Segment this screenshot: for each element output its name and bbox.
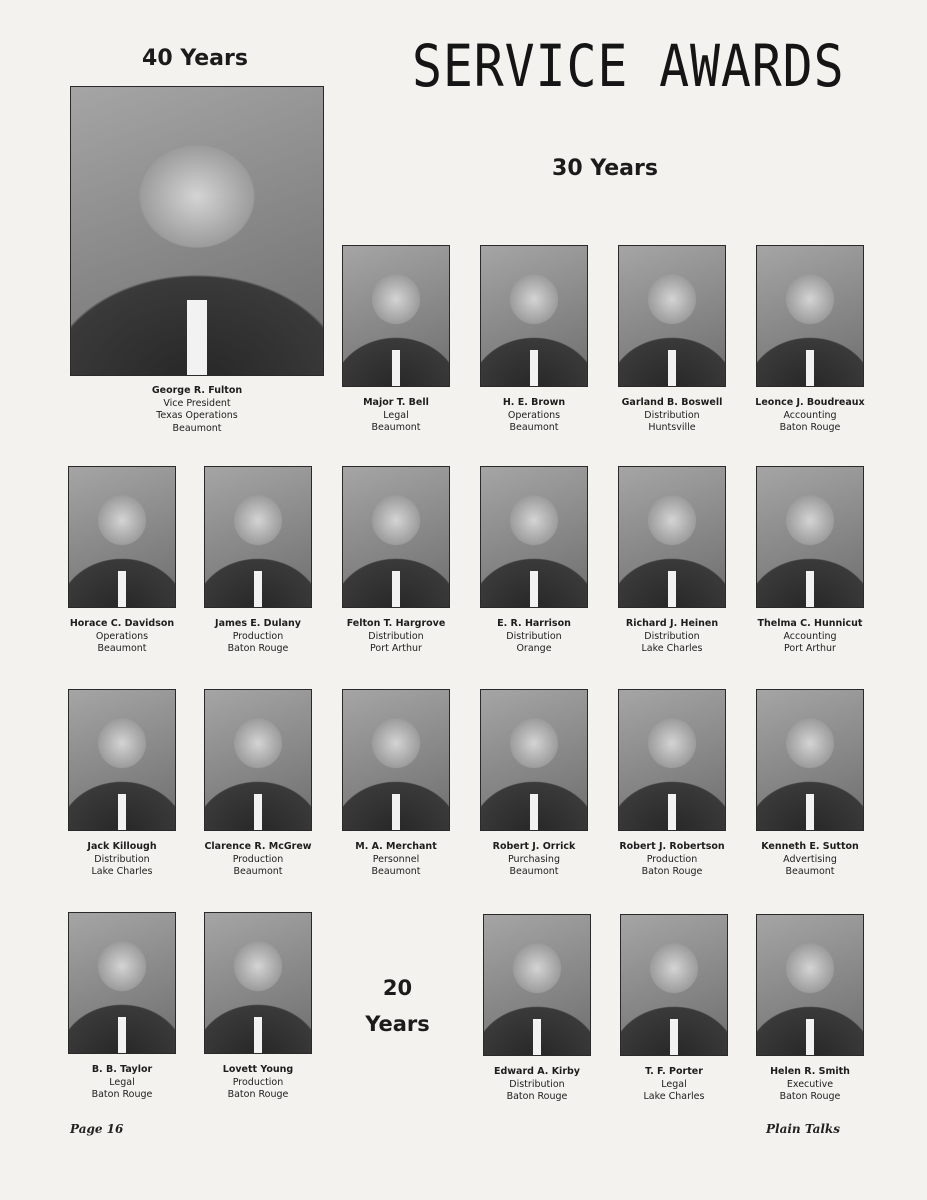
employee-location: Beaumont	[97, 643, 147, 654]
section-heading-20-word: Years	[365, 1012, 430, 1036]
employee-name: Edward A. Kirby	[493, 1066, 580, 1077]
employee-department: Operations	[95, 630, 149, 642]
employee-location: Beaumont	[785, 866, 835, 877]
employee-department: Production	[232, 630, 284, 642]
portrait-photo	[756, 466, 864, 608]
employee-location: Baton Rouge	[227, 1089, 289, 1100]
portrait-photo	[68, 466, 176, 608]
award-caption	[462, 397, 606, 435]
award-caption	[50, 841, 194, 879]
employee-name: Robert J. Robertson	[619, 841, 725, 852]
employee-location: Orange	[516, 643, 552, 654]
award-caption	[600, 841, 744, 879]
employee-department: Distribution	[509, 1078, 565, 1090]
publication-name: Plain Talks	[766, 1122, 841, 1136]
award-caption	[738, 397, 882, 435]
employee-name: Felton T. Hargrove	[346, 618, 446, 629]
portrait-photo	[342, 689, 450, 831]
award-caption	[602, 1066, 746, 1104]
portrait-photo	[204, 689, 312, 831]
award-caption	[324, 618, 468, 656]
employee-location: Baton Rouge	[779, 422, 841, 433]
employee-name: Garland B. Boswell	[621, 397, 723, 408]
employee-location: Beaumont	[172, 422, 222, 434]
award-caption	[50, 618, 194, 656]
employee-department: Distribution	[368, 630, 424, 642]
employee-department: Distribution	[94, 853, 150, 865]
employee-name: James E. Dulany	[215, 618, 301, 629]
employee-name: E. R. Harrison	[497, 618, 571, 629]
employee-location: Lake Charles	[643, 1091, 705, 1102]
award-caption	[600, 397, 744, 435]
award-caption	[70, 385, 324, 435]
page-title: SERVICE AWARDS	[412, 32, 845, 100]
employee-location: Baton Rouge	[641, 866, 703, 877]
section-heading-20-years	[350, 970, 445, 1042]
award-caption	[50, 1064, 194, 1102]
employee-name: Leonce J. Boudreaux	[755, 397, 865, 408]
employee-department: Production	[646, 853, 698, 865]
employee-department: Purchasing	[508, 853, 560, 865]
employee-location: Baton Rouge	[506, 1091, 568, 1102]
award-caption	[465, 1066, 609, 1104]
employee-location: Beaumont	[509, 422, 559, 433]
employee-department: Distribution	[644, 409, 700, 421]
employee-location: Lake Charles	[641, 643, 703, 654]
employee-name: Lovett Young	[222, 1064, 294, 1075]
employee-department: Production	[232, 853, 284, 865]
award-caption	[738, 841, 882, 879]
employee-name: Jack Killough	[87, 841, 157, 852]
portrait-photo	[204, 912, 312, 1054]
employee-location: Baton Rouge	[227, 643, 289, 654]
page-number: Page 16	[70, 1122, 124, 1136]
portrait-photo	[204, 466, 312, 608]
employee-name: Kenneth E. Sutton	[761, 841, 859, 852]
award-caption	[738, 1066, 882, 1104]
portrait-photo	[342, 245, 450, 387]
award-caption	[462, 618, 606, 656]
award-caption	[324, 841, 468, 879]
employee-department: Advertising	[783, 853, 837, 865]
employee-name: Robert J. Orrick	[492, 841, 576, 852]
employee-location: Baton Rouge	[91, 1089, 153, 1100]
employee-name: Richard J. Heinen	[625, 618, 719, 629]
employee-name: Helen R. Smith	[770, 1066, 850, 1077]
employee-department: Executive	[786, 1078, 834, 1090]
employee-location: Huntsville	[648, 422, 696, 433]
employee-department: Operations	[507, 409, 561, 421]
employee-name: M. A. Merchant	[355, 841, 437, 852]
portrait-photo	[620, 914, 728, 1056]
award-caption	[324, 397, 468, 435]
portrait-photo	[342, 466, 450, 608]
portrait-photo	[70, 86, 324, 376]
employee-name: George R. Fulton	[151, 385, 243, 396]
portrait-photo	[618, 245, 726, 387]
employee-name: Major T. Bell	[363, 397, 429, 408]
award-caption	[186, 841, 330, 879]
employee-department: Distribution	[506, 630, 562, 642]
portrait-photo	[480, 689, 588, 831]
employee-department: Legal	[661, 1078, 687, 1090]
employee-location: Beaumont	[371, 866, 421, 877]
award-caption	[186, 1064, 330, 1102]
employee-department: Legal	[109, 1076, 135, 1088]
employee-department: Distribution	[644, 630, 700, 642]
section-heading-30-years: 30 Years	[552, 156, 658, 181]
portrait-photo	[68, 689, 176, 831]
employee-location: Port Arthur	[370, 643, 422, 654]
employee-department: Accounting	[783, 630, 837, 642]
employee-department: Accounting	[783, 409, 837, 421]
portrait-photo	[480, 466, 588, 608]
award-caption	[186, 618, 330, 656]
section-heading-40-years: 40 Years	[142, 46, 248, 71]
employee-name: H. E. Brown	[502, 397, 566, 408]
portrait-photo	[756, 245, 864, 387]
award-caption	[462, 841, 606, 879]
employee-location: Beaumont	[233, 866, 283, 877]
employee-department: Production	[232, 1076, 284, 1088]
portrait-photo	[756, 689, 864, 831]
employee-name: Clarence R. McGrew	[204, 841, 312, 852]
portrait-photo	[483, 914, 591, 1056]
portrait-photo	[618, 689, 726, 831]
employee-name: Horace C. Davidson	[69, 618, 175, 629]
employee-name: Thelma C. Hunnicut	[757, 618, 863, 629]
portrait-photo	[68, 912, 176, 1054]
employee-location: Beaumont	[371, 422, 421, 433]
employee-department: Legal	[383, 409, 409, 421]
employee-location: Baton Rouge	[779, 1091, 841, 1102]
employee-name: T. F. Porter	[645, 1066, 703, 1077]
employee-department: Texas Operations	[156, 410, 238, 421]
award-caption	[600, 618, 744, 656]
employee-department: Personnel	[372, 853, 420, 865]
portrait-photo	[756, 914, 864, 1056]
employee-location: Lake Charles	[91, 866, 153, 877]
award-caption	[738, 618, 882, 656]
employee-title: Vice President	[163, 397, 231, 409]
employee-name: B. B. Taylor	[91, 1064, 153, 1075]
section-heading-20-number: 20	[382, 976, 413, 1000]
employee-location: Beaumont	[509, 866, 559, 877]
portrait-photo	[480, 245, 588, 387]
portrait-photo	[618, 466, 726, 608]
employee-location: Port Arthur	[784, 643, 836, 654]
